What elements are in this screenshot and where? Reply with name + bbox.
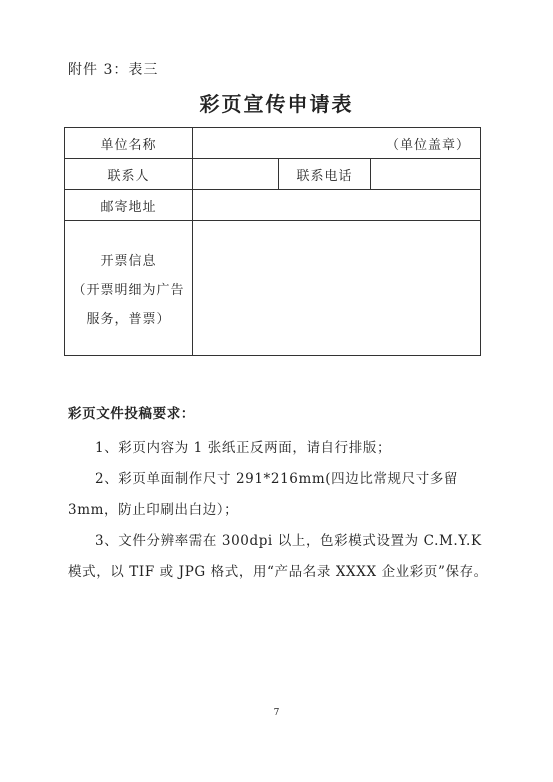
submission-requirements	[68, 399, 488, 588]
phone-field[interactable]	[371, 159, 481, 190]
address-label: 邮寄地址	[65, 190, 193, 221]
unit-name-label: 单位名称	[65, 128, 193, 159]
requirement-item: 2、彩页单面制作尺寸 291*216mm(四边比常规尺寸多留 3mm，防止印刷出白边）；	[68, 471, 459, 518]
attachment-label: 附件 3：表三	[68, 62, 159, 78]
application-form-table	[64, 127, 481, 356]
invoice-field[interactable]	[193, 221, 481, 356]
requirement-item: 1、彩页内容为 1 张纸正反两面，请自行排版；	[95, 440, 392, 456]
unit-stamp-note: （单位盖章）	[385, 137, 470, 153]
contact-label: 联系人	[65, 159, 193, 190]
phone-label: 联系电话	[279, 159, 371, 190]
invoice-label-line: 开票信息	[100, 253, 157, 269]
invoice-label-line: （开票明细为广告	[72, 282, 185, 298]
requirement-item: 3、文件分辨率需在 300dpi 以上，色彩模式设置为 C.M.Y.K 模式，以 TIF 或 JPG 格式，用“产品名录 XXXX 企业彩页”保存。	[68, 533, 488, 580]
contact-field[interactable]	[193, 159, 279, 190]
row-address	[65, 190, 481, 221]
requirements-heading: 彩页文件投稿要求：	[68, 406, 195, 422]
address-field[interactable]	[193, 190, 481, 221]
invoice-label-line: 服务，普票）	[86, 311, 171, 327]
row-unit-name	[65, 128, 481, 159]
page-number: 7	[273, 708, 280, 718]
row-contact	[65, 159, 481, 190]
invoice-label	[65, 221, 193, 356]
row-invoice	[65, 221, 481, 356]
form-title: 彩页宣传申请表	[199, 92, 354, 116]
unit-name-field[interactable]	[193, 128, 481, 159]
